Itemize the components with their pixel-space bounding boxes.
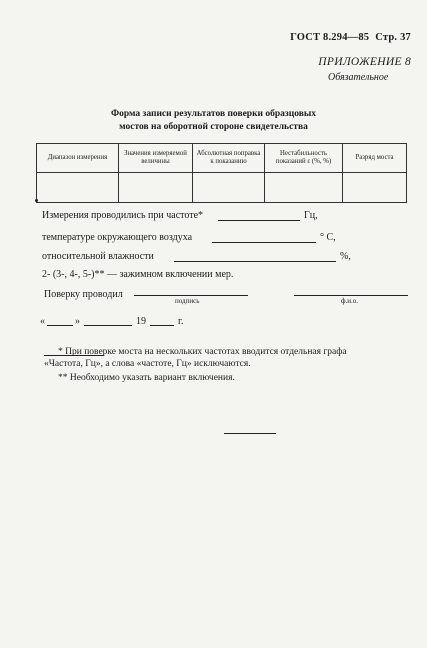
year-suffix: г. — [178, 316, 184, 327]
table-cell — [119, 173, 193, 203]
column-header-values: Значения измеряемой величины — [119, 144, 193, 173]
year-prefix: 19 — [136, 316, 146, 327]
date-close-quote: » — [75, 316, 80, 327]
speck-mark — [35, 199, 38, 202]
footnote-1-line-2: «Частота, Гц», а слова «частоте, Гц» исключаются. — [44, 359, 251, 369]
table-row — [37, 173, 407, 203]
month-blank — [84, 325, 132, 326]
footnote-1-line-1: * При поверке моста на нескольких частотах вводится отдельная графа — [58, 347, 347, 357]
form-title-line-2: мостов на оборотной стороне свидетельства — [119, 122, 308, 132]
appendix-status: Обязательное — [328, 72, 389, 83]
form-title — [0, 108, 427, 134]
temperature-blank — [212, 242, 316, 243]
signature-caption: подпись — [175, 297, 200, 305]
footnote-2: ** Необходимо указать вариант включения. — [58, 373, 235, 383]
temperature-label: температуре окружающего воздуха — [42, 232, 193, 243]
table-cell — [343, 173, 407, 203]
year-blank — [150, 325, 174, 326]
table-cell — [37, 173, 119, 203]
table-cell — [193, 173, 265, 203]
page-header — [290, 32, 411, 43]
frequency-unit: Гц, — [304, 210, 318, 221]
name-caption: ф.и.о. — [341, 297, 359, 305]
appendix-title: ПРИЛОЖЕНИЕ 8 — [318, 56, 411, 68]
page-number: Стр. 37 — [375, 32, 411, 43]
table-cell — [265, 173, 343, 203]
connection-text: 2- (3-, 4-, 5-)** — зажимном включении мер. — [42, 269, 234, 280]
column-header-class: Разряд моста — [343, 144, 407, 173]
column-header-correction: Абсолютная поправка к показанию — [193, 144, 265, 173]
day-blank — [47, 325, 73, 326]
humidity-label: относительной влажности — [42, 251, 154, 262]
signature-blank — [134, 295, 248, 296]
standard-number: ГОСТ 8.294—85 — [290, 32, 370, 43]
temperature-unit: ° С, — [320, 232, 336, 243]
form-title-line-1: Форма записи результатов поверки образцовых — [110, 109, 317, 119]
results-table — [36, 143, 407, 203]
humidity-blank — [174, 261, 336, 262]
frequency-blank — [218, 220, 300, 221]
column-header-range: Диапазон измерения — [37, 144, 119, 173]
end-rule — [224, 433, 276, 434]
verifier-label: Поверку проводил — [44, 289, 123, 300]
column-header-instability: Нестабильность показаний ε (%, %) — [265, 144, 343, 173]
name-blank — [294, 295, 408, 296]
date-open-quote: « — [40, 316, 45, 327]
humidity-unit: %, — [340, 251, 351, 262]
frequency-label: Измерения проводились при частоте* — [42, 210, 204, 221]
table-header-row — [37, 144, 407, 173]
